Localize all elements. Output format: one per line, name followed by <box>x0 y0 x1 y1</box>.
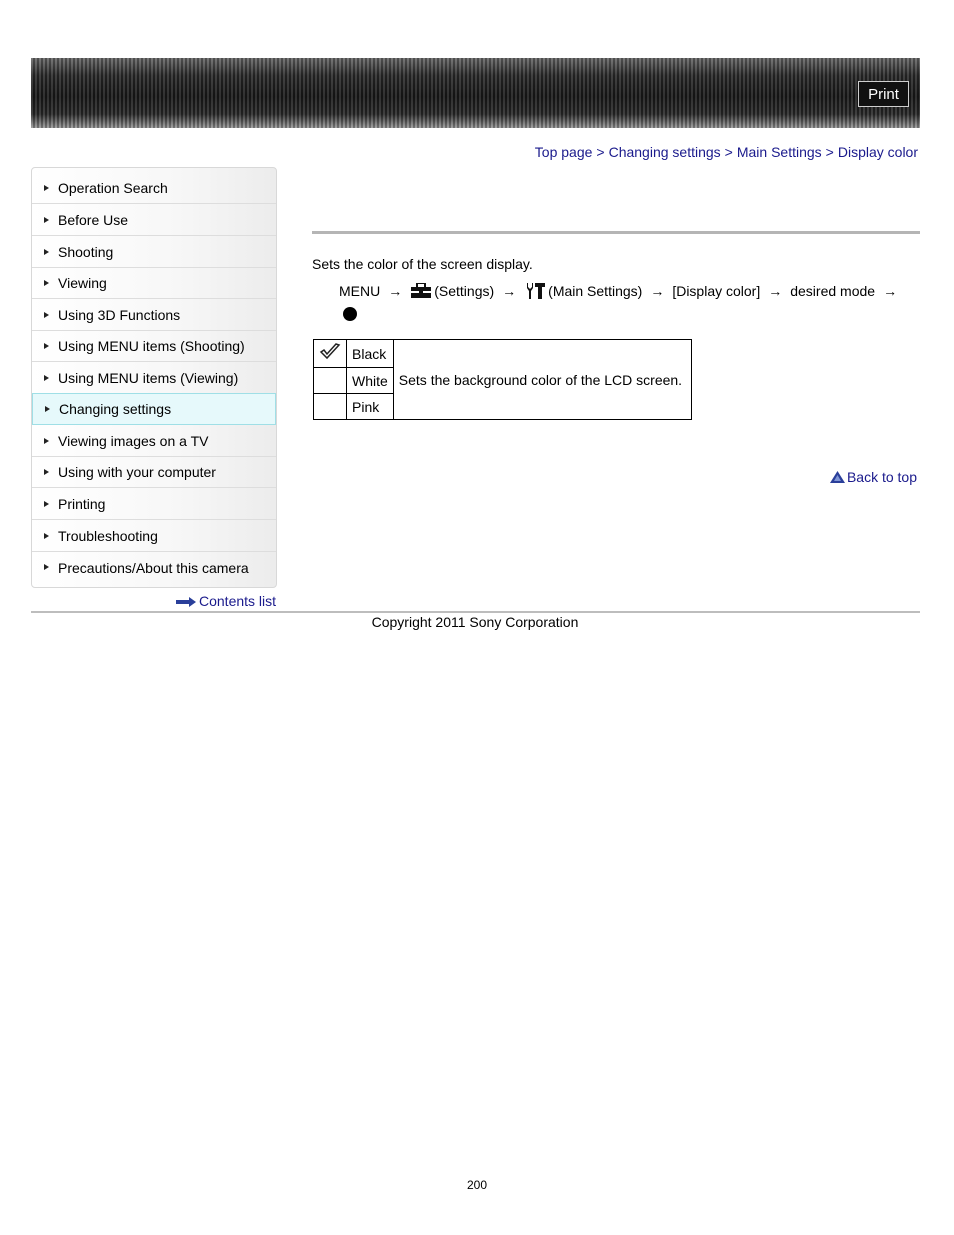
arrow-right-icon <box>176 597 196 607</box>
settings-label: (Settings) <box>434 283 495 299</box>
breadcrumb <box>535 144 918 160</box>
triangle-right-icon <box>44 564 49 570</box>
breadcrumb-separator: > <box>825 144 834 160</box>
arrow-icon: → <box>388 283 403 299</box>
sidebar-item-label: Using with your computer <box>58 464 216 480</box>
back-to-top-label: Back to top <box>846 469 917 485</box>
contents-list-link[interactable] <box>176 593 276 609</box>
print-button[interactable]: Print <box>858 81 909 107</box>
sidebar-item-menu-shooting[interactable] <box>32 331 276 362</box>
sidebar-item-label: Viewing <box>58 275 107 291</box>
arrow-icon: → <box>768 283 783 299</box>
sidebar-item-label: Using MENU items (Shooting) <box>58 338 245 354</box>
wrench-icon <box>524 282 546 300</box>
triangle-right-icon <box>44 343 49 349</box>
options-table <box>313 339 692 420</box>
contents-list-label: Contents list <box>199 593 277 609</box>
sidebar-item-operation-search[interactable] <box>32 173 276 204</box>
triangle-right-icon <box>44 185 49 191</box>
sidebar-item-3d-functions[interactable] <box>32 300 276 331</box>
triangle-right-icon <box>44 438 49 444</box>
sidebar-item-viewing-tv[interactable] <box>32 426 276 457</box>
sidebar-item-label: Troubleshooting <box>58 528 158 544</box>
option-cell: Black <box>347 340 394 368</box>
triangle-right-icon <box>44 501 49 507</box>
triangle-right-icon <box>44 469 49 475</box>
option-description-cell: Sets the background color of the LCD screen. <box>393 340 691 420</box>
toolbox-icon <box>410 283 432 299</box>
header-banner <box>31 58 920 128</box>
triangle-right-icon <box>44 249 49 255</box>
breadcrumb-changing-settings[interactable]: Changing settings <box>608 144 721 160</box>
footer-divider <box>31 611 920 613</box>
default-mark-cell <box>314 394 347 420</box>
sidebar-item-changing-settings[interactable] <box>32 393 276 425</box>
main-settings-label: (Main Settings) <box>548 283 643 299</box>
table-row <box>314 340 692 368</box>
sidebar-item-label: Precautions/About this camera <box>58 559 249 576</box>
display-color-label: [Display color] <box>672 283 761 299</box>
sidebar-item-computer[interactable] <box>32 457 276 488</box>
sidebar-item-shooting[interactable] <box>32 237 276 268</box>
page-number: 200 <box>466 1178 488 1192</box>
default-mark-cell <box>314 340 347 368</box>
sidebar-item-precautions[interactable] <box>32 552 276 583</box>
arrow-icon: → <box>650 283 665 299</box>
triangle-right-icon <box>44 533 49 539</box>
breadcrumb-separator: > <box>724 144 733 160</box>
sidebar-item-menu-viewing[interactable] <box>32 363 276 394</box>
title-divider <box>312 231 920 234</box>
desired-mode-label: desired mode <box>790 283 876 299</box>
sidebar-item-label: Before Use <box>58 212 129 228</box>
sidebar-item-label: Shooting <box>58 244 114 260</box>
sidebar-item-label: Operation Search <box>58 180 168 196</box>
option-cell: Pink <box>347 394 394 420</box>
sidebar-item-viewing[interactable] <box>32 268 276 299</box>
copyright: Copyright 2011 Sony Corporation <box>371 614 579 630</box>
triangle-up-icon <box>830 471 845 483</box>
default-mark-cell <box>314 368 347 394</box>
sidebar-item-before-use[interactable] <box>32 205 276 236</box>
sidebar-nav <box>31 167 277 588</box>
breadcrumb-separator: > <box>596 144 605 160</box>
breadcrumb-display-color[interactable]: Display color <box>837 144 918 160</box>
triangle-right-icon <box>44 312 49 318</box>
sidebar-item-label: Using MENU items (Viewing) <box>58 370 239 386</box>
menu-label: MENU <box>339 283 381 299</box>
breadcrumb-main-settings[interactable]: Main Settings <box>736 144 822 160</box>
triangle-right-icon <box>44 217 49 223</box>
arrow-icon: → <box>502 283 517 299</box>
triangle-right-icon <box>45 406 50 412</box>
triangle-right-icon <box>44 280 49 286</box>
center-button-icon <box>343 307 357 321</box>
arrow-icon: → <box>883 283 898 299</box>
breadcrumb-top-page[interactable]: Top page <box>534 144 593 160</box>
sidebar-item-label: Viewing images on a TV <box>58 433 209 449</box>
checkmark-icon <box>319 343 341 361</box>
sidebar-item-printing[interactable] <box>32 489 276 520</box>
menu-path <box>339 282 905 300</box>
sidebar-item-label: Printing <box>58 496 106 512</box>
sidebar-item-troubleshooting[interactable] <box>32 521 276 552</box>
option-cell: White <box>347 368 394 394</box>
sidebar-item-label: Changing settings <box>59 401 172 417</box>
sidebar-item-label: Using 3D Functions <box>58 307 181 323</box>
page-description: Sets the color of the screen display. <box>312 256 533 272</box>
triangle-right-icon <box>44 375 49 381</box>
back-to-top-link[interactable] <box>830 469 917 485</box>
